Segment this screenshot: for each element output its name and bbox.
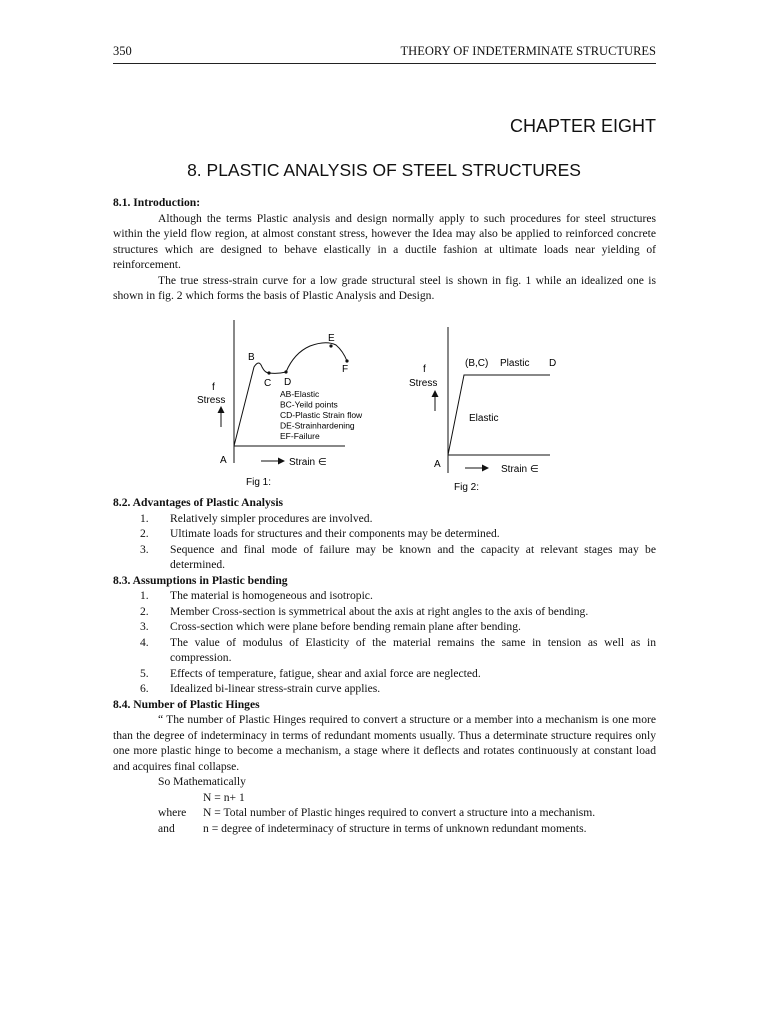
- hinges-paragraph: “ The number of Plastic Hinges required to convert a structure or a member into a mechanism is one more than the degree of indeterminacy in terms of redundant moments usually. Thus a determinate structure requires only one more plastic hinge to become a mechanism, a stage where it deflects and rotates continuously at constant load and acquires final collapse.: [113, 713, 656, 773]
- formula-line: [113, 790, 656, 806]
- fig2-bilinear-curve: [448, 375, 550, 455]
- fig2-caption: Fig 2:: [454, 482, 480, 493]
- fig1-point-c: [267, 371, 270, 374]
- fig2-label-elastic: Elastic: [469, 413, 499, 424]
- fig1-legend-3: CD-Plastic Strain flow: [280, 410, 363, 420]
- where-line: [113, 805, 656, 821]
- list-item: 2. Ultimate loads for structures and their components may be determined.: [140, 527, 500, 540]
- fig1-legend-4: DE-Strainhardening: [280, 420, 355, 431]
- fig1-x-label: Strain ∈: [289, 457, 327, 468]
- intro-section: [113, 195, 656, 304]
- running-header: [113, 44, 656, 64]
- list-item: 6. Idealized bi-linear stress-strain curve applies.: [140, 682, 381, 695]
- figures: [190, 315, 590, 500]
- so-mathematically: So Mathematically: [158, 775, 246, 788]
- fig1-point-d: [284, 370, 287, 373]
- list-item: 4. The value of modulus of Elasticity of the material remains the same in tension as well as in compression.: [140, 635, 656, 664]
- fig1-legend-5: EF-Failure: [280, 431, 320, 441]
- fig1-label-c: C: [264, 378, 272, 389]
- stress-strain-figures: [190, 315, 590, 500]
- fig1-label-f: F: [342, 364, 349, 375]
- and-label: and: [158, 821, 175, 835]
- fig2-y-label-f: f: [423, 364, 426, 375]
- advantages-heading: 8.2. Advantages of Plastic Analysis: [113, 496, 284, 509]
- fig1-point-e: [329, 344, 332, 347]
- assumptions-list: [113, 588, 656, 697]
- list-item: 1. The material is homogeneous and isotropic.: [140, 589, 373, 602]
- and-line: [113, 821, 656, 837]
- fig1-label-a: A: [220, 455, 227, 466]
- fig1-legend-1: AB-Elastic: [280, 389, 320, 399]
- assumptions-heading: 8.3. Assumptions in Plastic bending: [113, 573, 288, 587]
- fig2-label-bc: (B,C): [465, 358, 489, 369]
- where-label: where: [158, 806, 187, 819]
- fig1: [197, 320, 363, 488]
- list-item: 3. Cross-section which were plane before bending remain plane after bending.: [140, 620, 521, 633]
- chapter-title: 8. PLASTIC ANALYSIS OF STEEL STRUCTURES: [187, 160, 581, 180]
- hinges-heading: 8.4. Number of Plastic Hinges: [113, 697, 260, 711]
- fig2-label-plastic: Plastic: [500, 358, 530, 369]
- chapter-label: CHAPTER EIGHT: [509, 116, 656, 136]
- list-item: 3. Sequence and final mode of failure may be known and the capacity at relevant stages may be determined.: [140, 542, 656, 571]
- advantages-list: [113, 511, 656, 573]
- fig1-label-d: D: [284, 377, 292, 388]
- list-item: 5. Effects of temperature, fatigue, shear and axial force are neglected.: [140, 666, 481, 680]
- fig2: [409, 327, 556, 493]
- intro-paragraph-2: The true stress-strain curve for a low grade structural steel is shown in fig. 1 while an idealized one is shown in fig. 2 which forms the basis of Plastic Analysis and Design.: [113, 273, 656, 302]
- fig1-label-e: E: [328, 333, 335, 344]
- fig2-label-a: A: [434, 459, 441, 470]
- list-item: 1. Relatively simpler procedures are involved.: [140, 511, 373, 525]
- body-sections: [113, 495, 656, 836]
- list-item: 2. Member Cross-section is symmetrical about the axis at right angles to the axis of bending.: [140, 604, 589, 618]
- fig1-legend-2: BC-Yeild points: [280, 399, 338, 410]
- intro-paragraph-1: Although the terms Plastic analysis and design normally apply to such procedures for steel structures within the yield flow region, at almost constant stress, however the Idea may also be applied to reinforced concrete structures which are designed to behave elastically in a ductile fashion at ultimate loads near yielding of reinforcement.: [113, 211, 656, 271]
- fig1-point-f: [345, 359, 348, 362]
- where-text: N = Total number of Plastic hinges required to convert a structure into a mechanism.: [203, 806, 596, 819]
- intro-heading: 8.1. Introduction:: [113, 196, 201, 209]
- header-rule: [113, 63, 656, 64]
- formula: N = n+ 1: [203, 790, 245, 804]
- fig1-y-label-stress: Stress: [197, 395, 226, 406]
- fig2-label-d: D: [549, 358, 557, 369]
- and-text: n = degree of indeterminacy of structure in terms of unknown redundant moments.: [203, 821, 587, 835]
- fig1-y-label-f: f: [212, 382, 215, 393]
- book-title: THEORY OF INDETERMINATE STRUCTURES: [400, 44, 656, 58]
- fig1-caption: Fig 1:: [246, 477, 272, 488]
- page-number: 350: [113, 44, 132, 58]
- fig1-label-b: B: [248, 352, 255, 363]
- fig2-x-label: Strain ∈: [501, 464, 539, 475]
- fig2-y-label-stress: Stress: [409, 378, 438, 389]
